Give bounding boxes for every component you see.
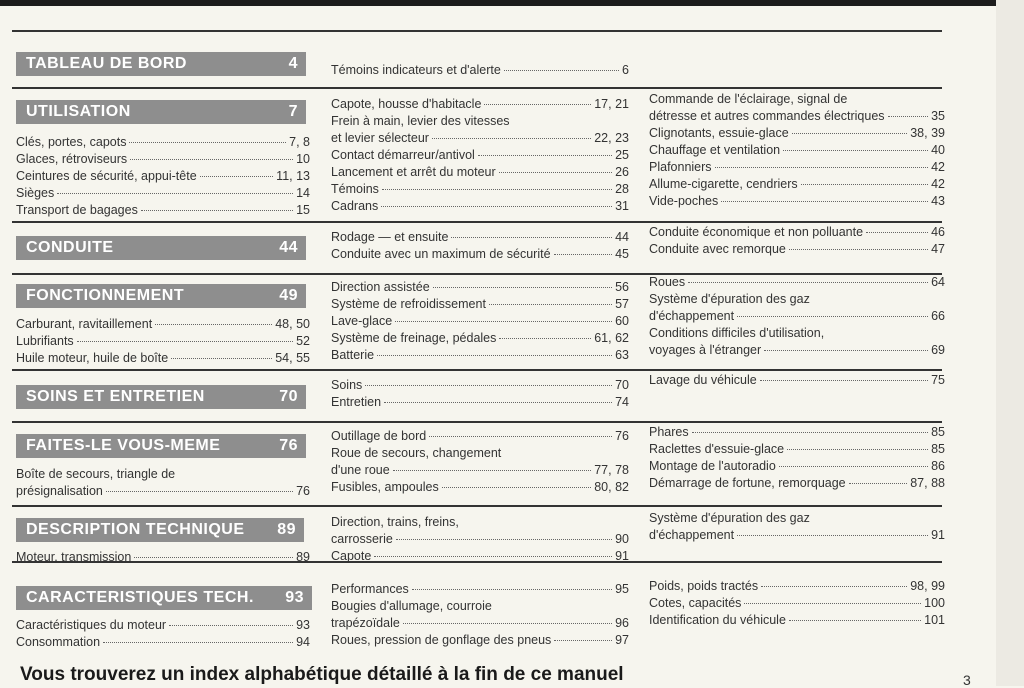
- dot-leader: [395, 321, 612, 322]
- toc-page-ref: 66: [931, 309, 945, 323]
- toc-entry-text: Glaces, rétroviseurs: [16, 152, 128, 166]
- toc-page-ref: 57: [615, 297, 629, 311]
- toc-entry-line: [649, 325, 945, 342]
- section-title: FAITES-LE VOUS-MEME: [26, 437, 221, 454]
- toc-entry-line: [649, 475, 945, 492]
- toc-page-ref: 76: [296, 484, 310, 498]
- section-page: 93: [285, 589, 304, 606]
- toc-page-ref: 97: [615, 633, 629, 647]
- dot-leader: [792, 133, 908, 134]
- toc-page-ref: 85: [931, 442, 945, 456]
- section-heading: [16, 52, 306, 76]
- toc-entry-text: Lancement et arrêt du moteur: [331, 165, 496, 179]
- section-divider: [12, 30, 942, 32]
- toc-page-ref: 64: [931, 275, 945, 289]
- toc-entry-text: Boîte de secours, triangle de: [16, 467, 176, 481]
- toc-entry-line: [649, 578, 945, 595]
- section-title: DESCRIPTION TECHNIQUE: [26, 521, 245, 538]
- toc-page-ref: 91: [931, 528, 945, 542]
- toc-entry-line: [331, 598, 629, 615]
- toc-entry-text: d'une roue: [331, 463, 390, 477]
- toc-entry-line: [331, 296, 629, 313]
- section-title: SOINS ET ENTRETIEN: [26, 388, 205, 405]
- section-page: 4: [288, 55, 298, 72]
- toc-page-ref: 77, 78: [594, 463, 629, 477]
- toc-entry-text: d'échappement: [649, 528, 735, 542]
- toc-entry-text: Ceintures de sécurité, appui-tête: [16, 169, 197, 183]
- toc-entry-line: [331, 229, 629, 246]
- dot-leader: [499, 172, 612, 173]
- toc-entry-line: [649, 595, 945, 612]
- toc-entry-text: Bougies d'allumage, courroie: [331, 599, 492, 613]
- dot-leader: [787, 449, 928, 450]
- toc-entry-line: [649, 108, 945, 125]
- toc-entry-text: Performances: [331, 582, 409, 596]
- toc-page-ref: 25: [615, 148, 629, 162]
- toc-page-ref: 54, 55: [275, 351, 310, 365]
- toc-entry-line: [16, 549, 310, 566]
- toc-entry-text: Chauffage et ventilation: [649, 143, 781, 157]
- dot-leader: [504, 70, 619, 71]
- toc-entry-line: [16, 316, 310, 333]
- toc-entry-text: Rodage — et ensuite: [331, 230, 449, 244]
- toc-entry-line: [649, 159, 945, 176]
- toc-page-ref: 87, 88: [910, 476, 945, 490]
- toc-entry-line: [331, 130, 629, 147]
- page-right-edge: [996, 0, 1024, 686]
- toc-entry-line: [649, 441, 945, 458]
- toc-entry-text: Phares: [649, 425, 689, 439]
- toc-entry-line: [649, 224, 945, 241]
- section-title: CARACTERISTIQUES TECH.: [26, 589, 254, 606]
- toc-page-ref: 28: [615, 182, 629, 196]
- toc-entry-text: présignalisation: [16, 484, 103, 498]
- toc-entry-line: [331, 445, 629, 462]
- toc-entry-line: [649, 176, 945, 193]
- toc-entry-line: [649, 527, 945, 544]
- dot-leader: [451, 237, 612, 238]
- dot-leader: [761, 586, 907, 587]
- dot-leader: [381, 206, 612, 207]
- toc-entry-line: [16, 634, 310, 651]
- section-page: 76: [279, 437, 298, 454]
- section-divider: [12, 369, 942, 371]
- toc-entry-text: Système d'épuration des gaz: [649, 511, 810, 525]
- toc-entry-text: Système d'épuration des gaz: [649, 292, 810, 306]
- toc-page-ref: 7, 8: [289, 135, 310, 149]
- toc-entry-line: [649, 308, 945, 325]
- toc-page-ref: 69: [931, 343, 945, 357]
- toc-entry-line: [331, 531, 629, 548]
- section-title: FONCTIONNEMENT: [26, 287, 185, 304]
- page-number: 3: [963, 672, 971, 688]
- toc-page-ref: 15: [296, 203, 310, 217]
- toc-entry-text: Système de refroidissement: [331, 297, 486, 311]
- toc-page-ref: 56: [615, 280, 629, 294]
- toc-entry-text: Huile moteur, huile de boîte: [16, 351, 169, 365]
- toc-page-ref: 75: [931, 373, 945, 387]
- section-divider: [12, 421, 942, 423]
- toc-page-ref: 48, 50: [275, 317, 310, 331]
- toc-entry-line: [16, 168, 310, 185]
- toc-entry-text: Clés, portes, capots: [16, 135, 127, 149]
- dot-leader: [484, 104, 591, 105]
- toc-entry-text: Outillage de bord: [331, 429, 427, 443]
- dot-leader: [554, 640, 612, 641]
- toc-page-ref: 98, 99: [910, 579, 945, 593]
- toc-entry-line: [649, 372, 945, 389]
- dot-leader: [77, 341, 293, 342]
- toc-entry-text: Témoins: [331, 182, 379, 196]
- toc-entry-text: Conduite avec un maximum de sécurité: [331, 247, 551, 261]
- toc-entry-line: [16, 483, 310, 500]
- toc-page-ref: 38, 39: [910, 126, 945, 140]
- toc-page-ref: 17, 21: [594, 97, 629, 111]
- dot-leader: [403, 623, 612, 624]
- toc-entry-text: Carburant, ravitaillement: [16, 317, 153, 331]
- toc-entry-text: Lave-glace: [331, 314, 393, 328]
- toc-entry-line: [649, 342, 945, 359]
- index-note: Vous trouverez un index alphabétique détaillé à la fin de ce manuel: [20, 664, 624, 685]
- section-divider: [12, 87, 942, 89]
- toc-entry-text: Conditions difficiles d'utilisation,: [649, 326, 825, 340]
- dot-leader: [432, 138, 591, 139]
- toc-entry-line: [649, 612, 945, 629]
- toc-entry-line: [649, 241, 945, 258]
- toc-entry-text: Fusibles, ampoules: [331, 480, 439, 494]
- dot-leader: [200, 176, 274, 177]
- dot-leader: [374, 556, 612, 557]
- toc-entry-line: [331, 113, 629, 130]
- dot-leader: [692, 432, 928, 433]
- toc-page-ref: 76: [615, 429, 629, 443]
- dot-leader: [499, 338, 591, 339]
- dot-leader: [489, 304, 612, 305]
- toc-page-ref: 43: [931, 194, 945, 208]
- toc-page-ref: 60: [615, 314, 629, 328]
- toc-entry-line: [331, 462, 629, 479]
- toc-entry-text: Clignotants, essuie-glace: [649, 126, 789, 140]
- dot-leader: [155, 324, 272, 325]
- toc-page-ref: 95: [615, 582, 629, 596]
- dot-leader: [377, 355, 612, 356]
- toc-entry-line: [649, 424, 945, 441]
- dot-leader: [442, 487, 592, 488]
- toc-page-ref: 90: [615, 532, 629, 546]
- toc-page-ref: 40: [931, 143, 945, 157]
- dot-leader: [764, 350, 928, 351]
- toc-entry-line: [331, 181, 629, 198]
- toc-entry-line: [16, 185, 310, 202]
- toc-page-ref: 42: [931, 160, 945, 174]
- toc-entry-text: Montage de l'autoradio: [649, 459, 776, 473]
- toc-entry-line: [331, 581, 629, 598]
- toc-entry-text: Conduite économique et non polluante: [649, 225, 864, 239]
- toc-entry-line: [331, 377, 629, 394]
- toc-page-ref: 45: [615, 247, 629, 261]
- toc-page-ref: 42: [931, 177, 945, 191]
- toc-entry-text: Cadrans: [331, 199, 379, 213]
- toc-entry-text: Contact démarreur/antivol: [331, 148, 475, 162]
- toc-entry-text: Témoins indicateurs et d'alerte: [331, 63, 501, 77]
- toc-entry-line: [331, 632, 629, 649]
- toc-entry-text: Direction assistée: [331, 280, 430, 294]
- section-title: UTILISATION: [26, 103, 131, 120]
- toc-entry-text: Conduite avec remorque: [649, 242, 786, 256]
- toc-entry-text: Capote, housse d'habitacle: [331, 97, 482, 111]
- toc-entry-line: [331, 428, 629, 445]
- toc-page-ref: 94: [296, 635, 310, 649]
- toc-page-ref: 46: [931, 225, 945, 239]
- dot-leader: [849, 483, 908, 484]
- toc-entry-line: [649, 458, 945, 475]
- section-page: 7: [288, 103, 298, 120]
- top-edge-bar: [0, 0, 1024, 6]
- toc-entry-line: [331, 164, 629, 181]
- section-heading: [16, 385, 306, 409]
- toc-entry-line: [331, 279, 629, 296]
- dot-leader: [382, 189, 612, 190]
- section-heading: [16, 236, 306, 260]
- toc-page-ref: 11, 13: [276, 169, 310, 183]
- dot-leader: [384, 402, 612, 403]
- toc-page-ref: 31: [615, 199, 629, 213]
- dot-leader: [783, 150, 928, 151]
- toc-entry-line: [16, 466, 310, 483]
- toc-entry-text: Commande de l'éclairage, signal de: [649, 92, 848, 106]
- dot-leader: [779, 466, 928, 467]
- toc-entry-line: [16, 333, 310, 350]
- dot-leader: [789, 620, 921, 621]
- toc-page-ref: 101: [924, 613, 945, 627]
- toc-entry-line: [649, 142, 945, 159]
- toc-page-ref: 61, 62: [594, 331, 629, 345]
- toc-entry-line: [649, 274, 945, 291]
- dot-leader: [866, 232, 928, 233]
- dot-leader: [103, 642, 293, 643]
- toc-entry-text: Soins: [331, 378, 363, 392]
- section-heading: [16, 434, 306, 458]
- dot-leader: [396, 539, 612, 540]
- dot-leader: [554, 254, 613, 255]
- toc-entry-line: [331, 330, 629, 347]
- dot-leader: [130, 159, 293, 160]
- toc-page-ref: 85: [931, 425, 945, 439]
- toc-entry-text: d'échappement: [649, 309, 735, 323]
- dot-leader: [789, 249, 928, 250]
- section-divider: [12, 221, 942, 223]
- toc-entry-text: Identification du véhicule: [649, 613, 786, 627]
- toc-page-ref: 89: [296, 550, 310, 564]
- toc-entry-text: Lubrifiants: [16, 334, 74, 348]
- toc-page-ref: 44: [615, 230, 629, 244]
- toc-entry-text: Direction, trains, freins,: [331, 515, 459, 529]
- toc-entry-line: [331, 246, 629, 263]
- toc-entry-text: Raclettes d'essuie-glace: [649, 442, 785, 456]
- toc-entry-text: Transport de bagages: [16, 203, 138, 217]
- toc-entry-text: Batterie: [331, 348, 375, 362]
- toc-entry-line: [331, 313, 629, 330]
- toc-entry-line: [331, 62, 629, 79]
- dot-leader: [433, 287, 612, 288]
- toc-entry-line: [331, 394, 629, 411]
- dot-leader: [57, 193, 293, 194]
- toc-entry-text: carrosserie: [331, 532, 393, 546]
- toc-entry-text: Lavage du véhicule: [649, 373, 757, 387]
- toc-entry-text: et levier sélecteur: [331, 131, 429, 145]
- dot-leader: [688, 282, 928, 283]
- dot-leader: [393, 470, 592, 471]
- toc-page-ref: 63: [615, 348, 629, 362]
- section-page: 44: [279, 239, 298, 256]
- dot-leader: [715, 167, 929, 168]
- toc-page-ref: 6: [622, 63, 629, 77]
- toc-page-ref: 52: [296, 334, 310, 348]
- toc-entry-text: Roue de secours, changement: [331, 446, 502, 460]
- dot-leader: [801, 184, 928, 185]
- toc-entry-text: Moteur, transmission: [16, 550, 132, 564]
- toc-entry-text: voyages à l'étranger: [649, 343, 762, 357]
- toc-entry-line: [16, 134, 310, 151]
- toc-page-ref: 91: [615, 549, 629, 563]
- toc-entry-text: Système de freinage, pédales: [331, 331, 497, 345]
- toc-entry-text: Démarrage de fortune, remorquage: [649, 476, 846, 490]
- toc-entry-text: Roues, pression de gonflage des pneus: [331, 633, 552, 647]
- toc-entry-line: [649, 193, 945, 210]
- toc-entry-line: [649, 125, 945, 142]
- section-heading: [16, 586, 312, 610]
- toc-entry-line: [16, 617, 310, 634]
- toc-entry-line: [649, 510, 945, 527]
- dot-leader: [760, 380, 928, 381]
- dot-leader: [478, 155, 612, 156]
- section-heading: [16, 284, 306, 308]
- section-title: CONDUITE: [26, 239, 114, 256]
- toc-entry-text: Sièges: [16, 186, 55, 200]
- dot-leader: [129, 142, 286, 143]
- toc-entry-line: [331, 96, 629, 113]
- toc-page-ref: 100: [924, 596, 945, 610]
- toc-entry-line: [331, 198, 629, 215]
- toc-entry-text: détresse et autres commandes électriques: [649, 109, 885, 123]
- toc-entry-text: Entretien: [331, 395, 382, 409]
- toc-entry-text: Vide-poches: [649, 194, 719, 208]
- section-heading: [16, 100, 306, 124]
- toc-entry-text: Caractéristiques du moteur: [16, 618, 167, 632]
- toc-entry-text: Poids, poids tractés: [649, 579, 759, 593]
- toc-entry-text: Frein à main, levier des vitesses: [331, 114, 510, 128]
- toc-page-ref: 96: [615, 616, 629, 630]
- toc-entry-line: [331, 347, 629, 364]
- toc-page-ref: 35: [931, 109, 945, 123]
- dot-leader: [365, 385, 612, 386]
- section-divider: [12, 505, 942, 507]
- dot-leader: [134, 557, 293, 558]
- toc-entry-text: Capote: [331, 549, 372, 563]
- toc-entry-line: [331, 479, 629, 496]
- dot-leader: [744, 603, 921, 604]
- dot-leader: [169, 625, 293, 626]
- dot-leader: [737, 316, 928, 317]
- toc-entry-line: [331, 147, 629, 164]
- toc-entry-text: Plafonniers: [649, 160, 712, 174]
- dot-leader: [721, 201, 928, 202]
- toc-entry-line: [331, 514, 629, 531]
- toc-entry-line: [649, 91, 945, 108]
- section-title: TABLEAU DE BORD: [26, 55, 187, 72]
- toc-page-ref: 26: [615, 165, 629, 179]
- toc-entry-text: trapézoïdale: [331, 616, 400, 630]
- dot-leader: [888, 116, 929, 117]
- toc-entry-line: [649, 291, 945, 308]
- toc-page-ref: 10: [296, 152, 310, 166]
- toc-entry-text: Cotes, capacités: [649, 596, 742, 610]
- dot-leader: [412, 589, 612, 590]
- section-page: 89: [277, 521, 296, 538]
- dot-leader: [429, 436, 612, 437]
- toc-page-ref: 22, 23: [594, 131, 629, 145]
- toc-page-ref: 74: [615, 395, 629, 409]
- toc-page-ref: 47: [931, 242, 945, 256]
- toc-page-ref: 70: [615, 378, 629, 392]
- dot-leader: [106, 491, 293, 492]
- section-page: 70: [279, 388, 298, 405]
- toc-entry-text: Roues: [649, 275, 686, 289]
- dot-leader: [141, 210, 293, 211]
- toc-entry-line: [16, 151, 310, 168]
- toc-entry-text: Allume-cigarette, cendriers: [649, 177, 798, 191]
- dot-leader: [171, 358, 272, 359]
- toc-page-ref: 14: [296, 186, 310, 200]
- toc-page-ref: 80, 82: [594, 480, 629, 494]
- toc-entry-text: Consommation: [16, 635, 101, 649]
- section-page: 49: [279, 287, 298, 304]
- toc-entry-line: [331, 548, 629, 565]
- dot-leader: [737, 535, 928, 536]
- toc-page-ref: 86: [931, 459, 945, 473]
- toc-entry-line: [16, 202, 310, 219]
- toc-page-ref: 93: [296, 618, 310, 632]
- toc-entry-line: [16, 350, 310, 367]
- section-heading: [16, 518, 304, 542]
- toc-entry-line: [331, 615, 629, 632]
